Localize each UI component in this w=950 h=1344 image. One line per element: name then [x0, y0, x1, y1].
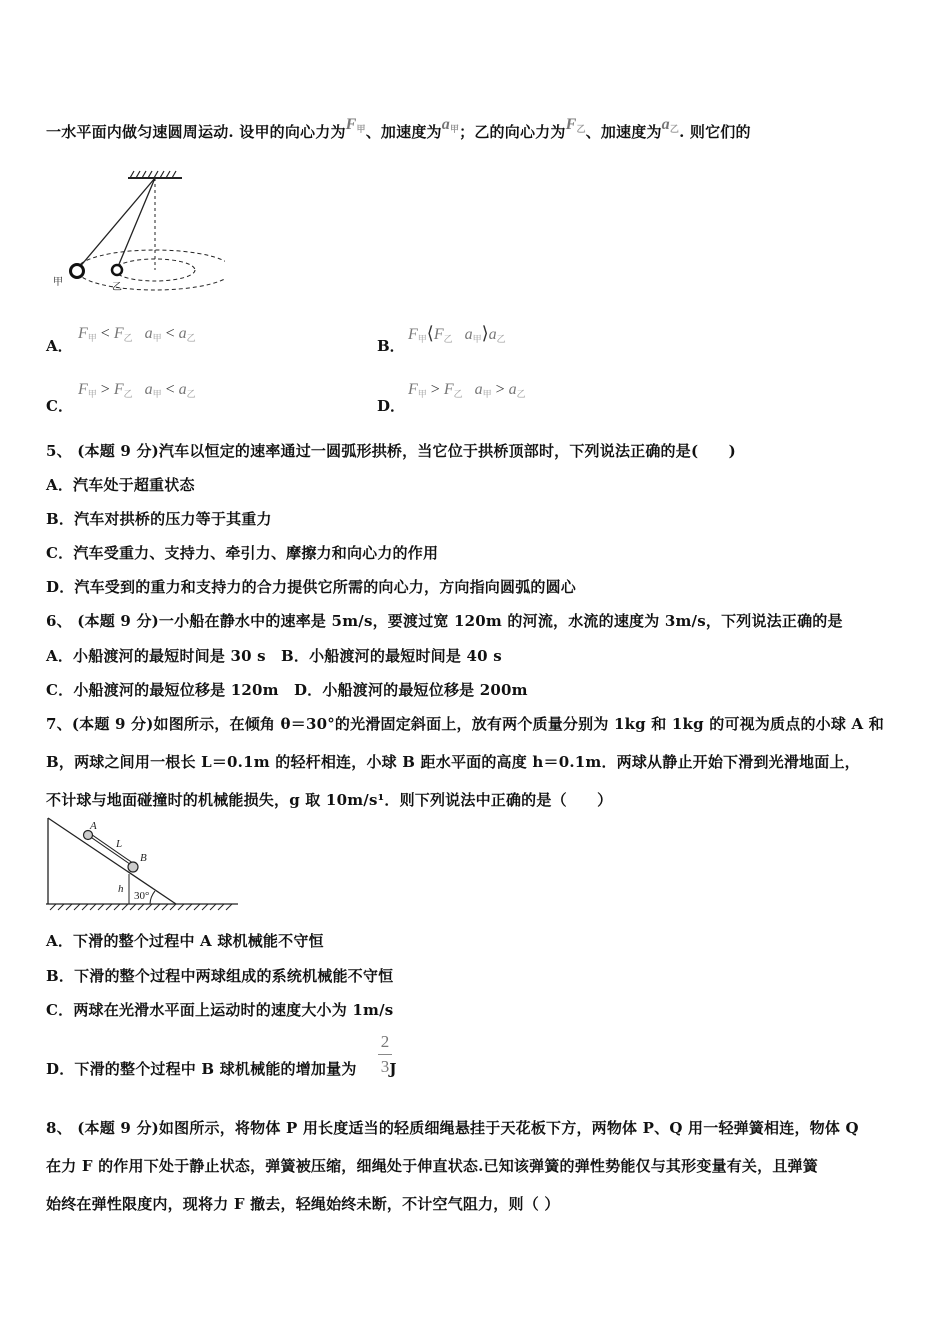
q8-stem-line-2: 在力 F 的作用下处于静止状态，弹簧被压缩，细绳处于伸直状态.已知该弹簧的弹性势能仅与其形变量有关，且弹簧 [46, 1157, 818, 1175]
q8-stem-line-3: 始终在弹性限度内，现将力 F 撤去，轻绳始终未断，不计空气阻力，则（ ） [46, 1195, 560, 1213]
intro-text-2: 、加速度为 [365, 123, 442, 141]
q5-option-b: B．汽车对拱桥的压力等于其重力 [46, 510, 272, 528]
intro-text-5: . 则它们的 [679, 123, 751, 141]
intro-text-1: 一水平面内做匀速圆周运动. 设甲的向心力为 [46, 123, 346, 141]
option-a-formula: $F_甲 < F_乙$ $a_甲 < a_乙$ [78, 325, 196, 343]
fraction-numerator: 2 [380, 1032, 390, 1051]
q7-option-d-unit: J [389, 1060, 397, 1078]
label-yi: 乙 [112, 282, 122, 293]
conical-pendulum-figure [50, 168, 225, 293]
q7-stem-line-1: 7、(本题 9 分)如图所示，在倾角 θ＝30°的光滑固定斜面上，放有两个质量分别为 1kg 和 1kg 的可视为质点的小球 A 和 [46, 715, 884, 733]
q6-options-cd: C．小船渡河的最短位移是 120m D．小船渡河的最短位移是 200m [46, 681, 528, 699]
f-jia-symbol: $F_甲$ [345, 116, 366, 134]
q5-option-d: D．汽车受到的重力和支持力的合力提供它所需的向心力，方向指向圆弧的圆心 [46, 578, 577, 596]
q5-stem: 5、 (本题 9 分)汽车以恒定的速率通过一圆弧形拱桥，当它位于拱桥顶部时，下列说法正确的是( ) [46, 442, 736, 460]
q7-option-b: B．下滑的整个过程中两球组成的系统机械能不守恒 [46, 967, 394, 985]
option-c-letter: C． [46, 397, 73, 415]
fraction-denominator: 3 [380, 1057, 390, 1076]
q8-stem-line-1: 8、 (本题 9 分)如图所示，将物体 P 用长度适当的轻质细绳悬挂于天花板下方，两物体 P、Q 用一轻弹簧相连，物体 Q [46, 1119, 859, 1137]
q7-stem-line-2: B，两球之间用一根长 L＝0.1m 的轻杆相连，小球 B 距水平面的高度 h＝0.1m．两球从静止开始下滑到光滑地面上， [46, 753, 860, 771]
option-a-letter: A． [46, 337, 73, 355]
q7-option-d [46, 1058, 397, 1079]
q7-option-a: A．下滑的整个过程中 A 球机械能不守恒 [46, 932, 324, 950]
option-d-letter: D． [377, 397, 406, 415]
q6-options-ab: A．小船渡河的最短时间是 30 s B．小船渡河的最短时间是 40 s [46, 647, 502, 665]
fig-label-l: L [116, 838, 123, 850]
ball-jia [71, 265, 84, 278]
fig-label-h: h [118, 883, 124, 895]
fig-label-b: B [140, 852, 147, 864]
intro-text-3: ；乙的向心力为 [459, 123, 566, 141]
option-b-formula: $F_甲⟨F_乙$ $a_甲⟩a_乙$ [408, 323, 506, 344]
intro-line [46, 116, 751, 142]
option-b-letter: B． [377, 337, 405, 355]
intro-text-4: 、加速度为 [585, 123, 662, 141]
fraction-two-thirds [377, 1032, 393, 1075]
q7-option-d-text: D．下滑的整个过程中 B 球机械能的增加量为 [46, 1060, 357, 1078]
a-jia-symbol: $a_甲$ [441, 116, 460, 134]
q7-stem-line-3: 不计球与地面碰撞时的机械能损失，g 取 10m/s¹．则下列说法中正确的是（ ） [46, 791, 613, 809]
ball-b [128, 862, 138, 872]
incline-figure [46, 816, 241, 916]
f-yi-symbol: $F_乙$ [565, 116, 586, 134]
q5-option-a: A．汽车处于超重状态 [46, 476, 195, 494]
q6-stem: 6、 (本题 9 分)一小船在静水中的速率是 5m/s，要渡过宽 120m 的河流，水流的速度为 3m/s，下列说法正确的是 [46, 612, 843, 630]
fig-label-angle: 30° [134, 890, 150, 902]
fig-label-a: A [90, 820, 97, 832]
q7-option-c: C．两球在光滑水平面上运动时的速度大小为 1m/s [46, 1001, 394, 1019]
a-yi-symbol: $a_乙$ [661, 116, 680, 134]
ball-yi [112, 265, 122, 275]
label-jia: 甲 [53, 277, 63, 288]
option-c-formula: $F_甲 > F_乙$ $a_甲 < a_乙$ [78, 381, 196, 399]
q5-option-c: C．汽车受重力、支持力、牵引力、摩擦力和向心力的作用 [46, 544, 439, 562]
option-d-formula: $F_甲 > F_乙$ $a_甲 > a_乙$ [408, 381, 526, 399]
